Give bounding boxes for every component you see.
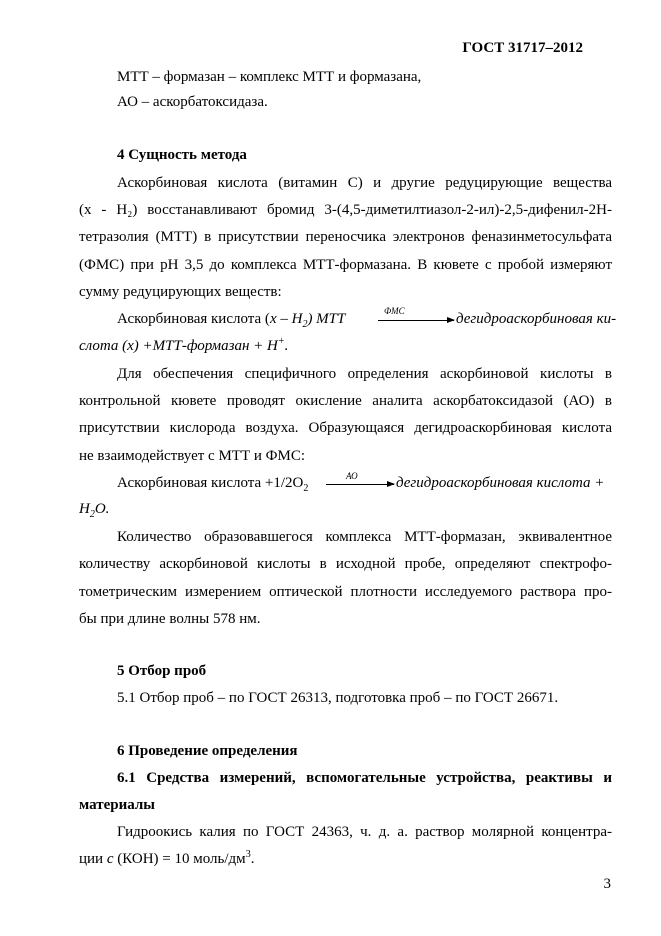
equation-2-left: Аскорбиновая кислота $+1/2O_2$ xyxy=(117,475,309,494)
definition-mtt-formazan: МТТ – формазан – комплекс МТТ и формазана, xyxy=(117,69,422,85)
equation-1-right: дегидроаскорбиновая ки- xyxy=(456,311,617,327)
sec4-p1-line4: (ФМС) при рН 3,5 до комплекса МТТ-формазана. В кювете с пробой измеряют xyxy=(79,257,612,273)
sec4-p2-line1: Для обеспечения специфичного определения аскорбиновой кислоты в xyxy=(117,366,612,382)
sec4-p2-line3: присутствии кислорода воздуха. Образующаяся дегидроаскорбиновая кислота xyxy=(79,420,612,436)
sec4-p1-line2: (х - Н₂) восстанавливают бромид 3-(4,5-диметилтиазол-2-ил)-2,5-дифенил-2Н- xyxy=(79,202,612,218)
sec4-p3-line4: бы при длине волны 578 нм. xyxy=(79,611,261,627)
sec4-p1-line5: сумму редуцирующих веществ: xyxy=(79,284,282,300)
equation-2-right: дегидроаскорбиновая кислота + xyxy=(396,475,605,491)
equation-1-arrow-label: ФМС xyxy=(384,306,405,316)
document-id: ГОСТ 31717–2012 xyxy=(462,40,583,56)
section-5-title: 5 Отбор проб xyxy=(117,663,207,679)
sec4-p1-line3: тетразолия (МТТ) в присутствии переносчика электронов феназинметосульфата xyxy=(79,229,612,245)
sec6-p1-line2: ции c (КОН) = 10 моль/$дм^3$. xyxy=(79,849,255,867)
page-number: 3 xyxy=(603,876,611,892)
subsection-6-1-title-line2: материалы xyxy=(79,797,155,813)
equation-2-arrow xyxy=(326,484,394,485)
equation-1-arrow xyxy=(378,320,454,321)
equation-2-line2: $Н_2О$. xyxy=(79,501,110,520)
sec5-p1: 5.1 Отбор проб – по ГОСТ 26313, подготовка проб – по ГОСТ 26671. xyxy=(117,690,559,706)
subsection-6-1-title-line1: 6.1 Средства измерений, вспомогательные устройства, реактивы и xyxy=(117,770,612,786)
equation-1-left: Аскорбиновая кислота $(х - Н_2)$ МТТ xyxy=(117,311,346,330)
sec4-p3-line1: Количество образовавшегося комплекса МТТ-формазан, эквивалентное xyxy=(117,529,612,545)
sec6-p1-line1: Гидроокись калия по ГОСТ 24363, ч. д. а. раствор молярной концентра- xyxy=(117,824,612,840)
sec4-p2-line2: контрольной кювете проводят окисление аналита аскорбатоксидазой (АО) в xyxy=(79,393,612,409)
sec4-p1-line1: Аскорбиновая кислота (витамин С) и другие редуцирующие вещества xyxy=(117,175,612,191)
equation-2-arrow-label: АО xyxy=(346,471,358,481)
section-4-title: 4 Сущность метода xyxy=(117,147,247,163)
sec4-p3-line2: количеству аскорбиновой кислоты в исходной пробе, определяют спектрофо- xyxy=(79,556,612,572)
sec4-p3-line3: тометрическим измерением оптической плотности исследуемого раствора про- xyxy=(79,584,612,600)
equation-1-line2: слота (х) +МТТ-формазан + Н+. xyxy=(79,336,289,354)
definition-ao: АО – аскорбатоксидаза. xyxy=(117,94,268,110)
sec4-p2-line4: не взаимодействует с МТТ и ФМС: xyxy=(79,448,306,464)
section-6-title: 6 Проведение определения xyxy=(117,743,298,759)
